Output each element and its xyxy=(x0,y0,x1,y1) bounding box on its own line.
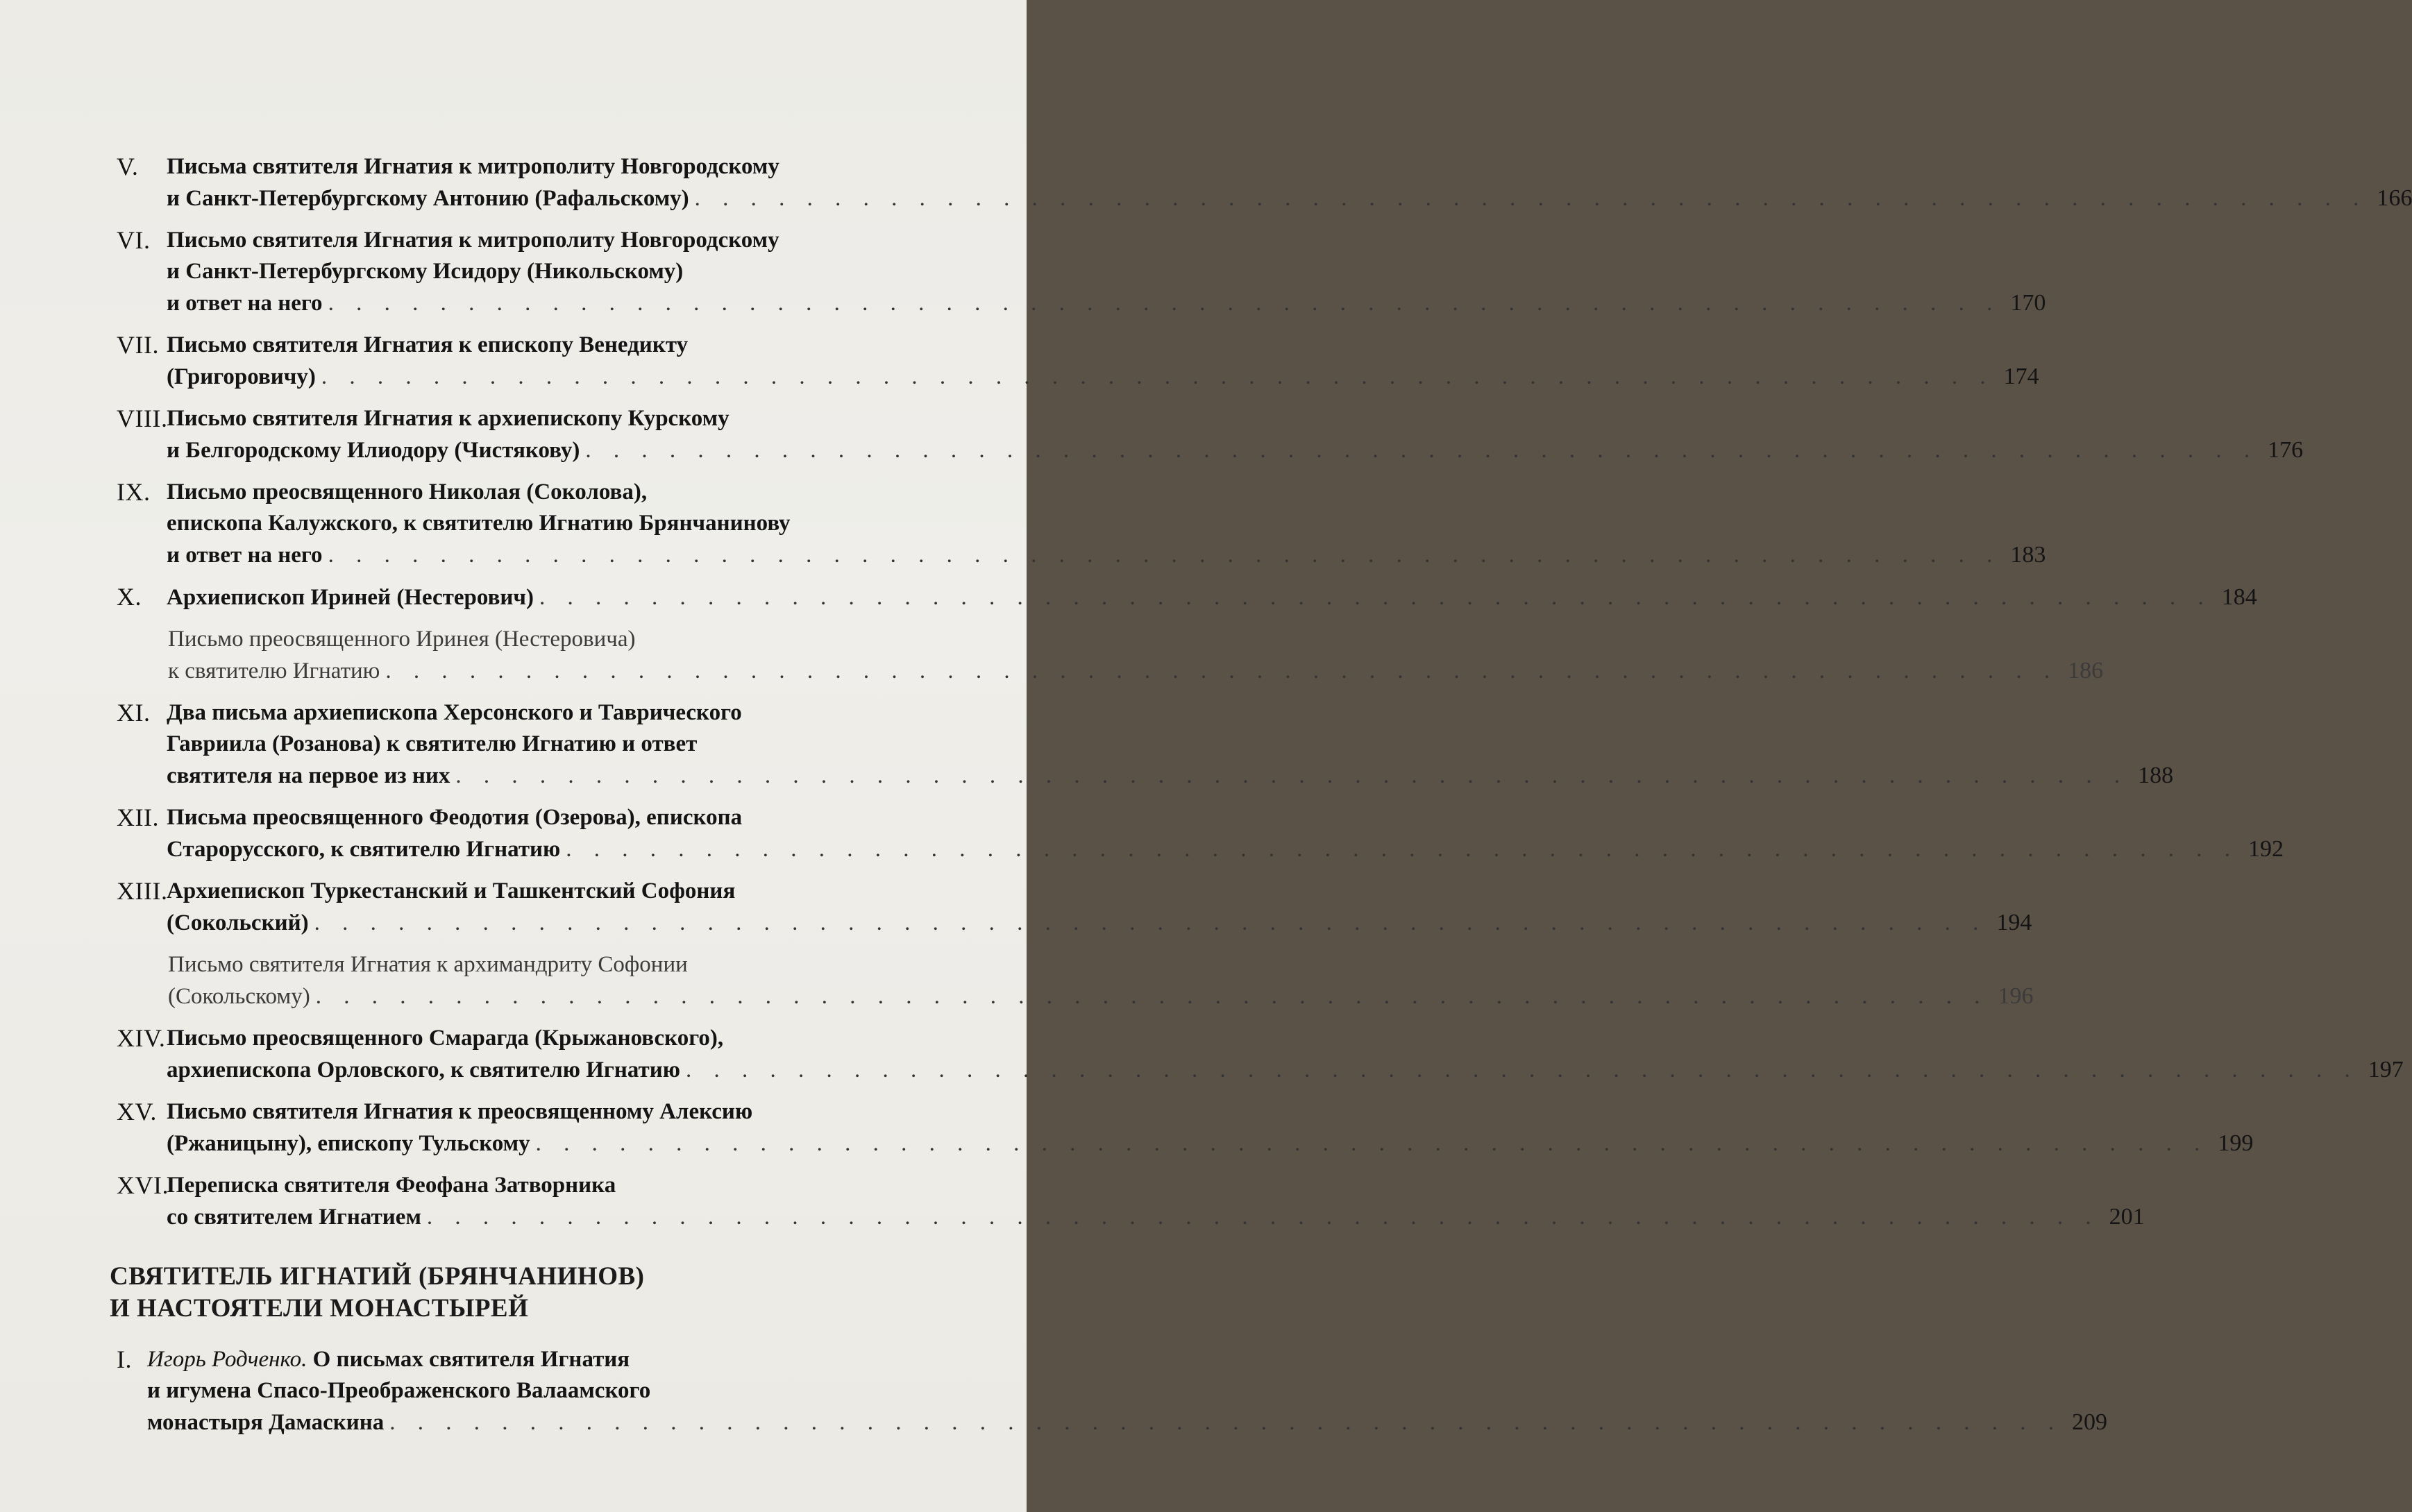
entry-title-line: и Белгородскому Илиодору (Чистякову) xyxy=(167,438,580,463)
entry-title-line: Письмо святителя Игнатия к митрополиту Новгородскому xyxy=(167,228,779,253)
entry-title-line: и ответ на него xyxy=(167,543,323,568)
entry-title-line-1: О письмах святителя Игнатия xyxy=(312,1347,630,1372)
entry-title-line: Письма святителя Игнатия к митрополиту Новгородскому xyxy=(167,154,779,179)
entry-title-line: (Ржаницыну), епископу Тульскому xyxy=(167,1131,530,1156)
entry-number: XI. xyxy=(117,699,151,727)
entry-page-number: 184 xyxy=(2221,584,2257,610)
leader-dots xyxy=(536,1128,2209,1160)
entry-page-number: 209 xyxy=(2072,1409,2108,1435)
entry-number: VI. xyxy=(117,226,151,254)
entry-title xyxy=(167,330,2039,393)
entry-title-line: Гавриила (Розанова) к святителю Игнатию и ответ xyxy=(167,731,698,756)
entry-page-number: 196 xyxy=(1998,983,2034,1009)
entry-page-number: 192 xyxy=(2248,836,2284,862)
entry-title-line: (Сокольский) xyxy=(167,910,309,935)
leader-dots xyxy=(316,981,1989,1012)
toc-subentry[interactable] xyxy=(117,949,2034,1012)
entry-title xyxy=(168,949,2033,1012)
entry-page-number: 186 xyxy=(2068,658,2104,683)
entry-page-number: 170 xyxy=(2010,290,2046,316)
leader-dots xyxy=(328,288,2001,319)
entry-title-line: Письмо преосвященного Иринея (Нестеровича) xyxy=(168,627,636,652)
entry-title-line-2: и игумена Спасо-Преображенского Валаамского xyxy=(147,1378,651,1403)
entry-title xyxy=(167,876,2032,939)
leader-dots xyxy=(314,908,1987,939)
entry-title-line: Архиепископ Ириней (Нестерович) xyxy=(167,585,534,610)
entry-number: XIV. xyxy=(117,1024,166,1052)
entry-title xyxy=(167,697,2173,792)
entry-page-number: 201 xyxy=(2109,1204,2145,1230)
entry-title-line: (Григоровичу) xyxy=(167,364,316,389)
toc-entry[interactable] xyxy=(117,1096,2254,1160)
entry-title-line: святителя на первое из них xyxy=(167,763,450,788)
entry-title xyxy=(147,1344,2107,1438)
leader-dots xyxy=(328,540,2001,571)
entry-title-line: архиепископа Орловского, к святителю Игнатию xyxy=(167,1057,681,1082)
entry-page-number: 199 xyxy=(2218,1130,2254,1156)
leader-dots xyxy=(539,582,2212,613)
entry-title xyxy=(167,225,2046,319)
toc-entry[interactable] xyxy=(117,876,2032,939)
leader-dots xyxy=(695,183,2368,214)
entry-page-number: 188 xyxy=(2138,763,2174,788)
entry-number: XV. xyxy=(117,1098,157,1125)
entry-title-line: Архиепископ Туркестанский и Ташкентский Софония xyxy=(167,878,736,903)
entry-title xyxy=(167,1023,2404,1086)
section-title-line-2: И НАСТОЯТЕЛИ МОНАСТЫРЕЙ xyxy=(110,1294,529,1323)
entry-title xyxy=(167,477,2046,571)
entry-title xyxy=(167,403,2303,466)
entry-title xyxy=(167,802,2284,865)
leader-dots xyxy=(321,362,1994,393)
leader-dots xyxy=(585,435,2258,466)
toc-entry[interactable] xyxy=(117,1170,2145,1233)
toc-subentry[interactable] xyxy=(117,624,2104,687)
toc-entry-section-1[interactable] xyxy=(117,1344,2108,1438)
leader-dots xyxy=(389,1407,2062,1438)
entry-title-line: и Санкт-Петербургскому Антонию (Рафальскому) xyxy=(167,186,689,211)
entry-number: XII. xyxy=(117,804,159,831)
entry-number: V. xyxy=(117,153,139,180)
entry-title xyxy=(168,624,2103,687)
entry-title-line: и ответ на него xyxy=(167,291,323,316)
entry-title-line: Переписка святителя Феофана Затворника xyxy=(167,1173,616,1198)
toc-entry[interactable] xyxy=(117,225,2046,319)
table-of-contents xyxy=(110,151,2412,1449)
toc-entry[interactable] xyxy=(117,581,2257,613)
leader-dots xyxy=(385,656,2058,687)
section-title-line-1: СВЯТИТЕЛЬ ИГНАТИЙ (БРЯНЧАНИНОВ) xyxy=(110,1262,645,1291)
toc-entry[interactable] xyxy=(117,330,2039,393)
entry-number: VII. xyxy=(117,331,159,359)
entry-number: XIII. xyxy=(117,877,168,905)
entry-title-line: Письмо святителя Игнатия к архиепископу Курскому xyxy=(167,406,729,431)
entry-title-line: Письмо преосвященного Николая (Соколова), xyxy=(167,479,648,504)
entry-number: IX. xyxy=(117,478,151,506)
leader-dots xyxy=(686,1055,2359,1086)
toc-entry[interactable] xyxy=(117,802,2284,865)
section-title xyxy=(110,1261,950,1325)
entry-title xyxy=(167,151,2412,214)
entry-number: X. xyxy=(117,583,142,611)
entry-number: XVI. xyxy=(117,1171,169,1199)
entry-number: VIII. xyxy=(117,405,168,432)
toc-entry[interactable] xyxy=(117,1023,2404,1086)
entry-title xyxy=(167,1096,2253,1160)
entry-page-number: 183 xyxy=(2010,542,2046,568)
entry-title-line: Старорусского, к святителю Игнатию xyxy=(167,837,561,862)
entry-page-number: 176 xyxy=(2268,437,2304,463)
entry-page-number: 197 xyxy=(2368,1057,2404,1082)
leader-dots xyxy=(427,1202,2100,1233)
entry-title-line: Письмо святителя Игнатия к епископу Венедикту xyxy=(167,332,689,357)
entry-title xyxy=(167,581,2257,613)
entry-title-line-3: монастыря Дамаскина xyxy=(147,1410,385,1435)
entry-title-line: Письма преосвященного Феодотия (Озерова), епископа xyxy=(167,805,743,830)
entry-title xyxy=(167,1170,2145,1233)
toc-entry[interactable] xyxy=(117,477,2046,571)
entry-title-line: Письмо святителя Игнатия к преосвященному Алексию xyxy=(167,1099,753,1124)
toc-entry[interactable] xyxy=(117,403,2304,466)
entry-page-number: 174 xyxy=(2003,364,2039,389)
entry-title-line: (Сокольскому) xyxy=(168,984,310,1009)
toc-entries xyxy=(117,151,2412,1233)
entry-title-line: епископа Калужского, к святителю Игнатию Брянчанинову xyxy=(167,511,791,536)
entry-author: Игорь Родченко. xyxy=(147,1347,307,1372)
entry-title-line: Два письма архиепископа Херсонского и Таврического xyxy=(167,700,742,725)
toc-entry[interactable] xyxy=(117,151,2412,214)
entry-page-number: 194 xyxy=(1996,910,2032,935)
leader-dots xyxy=(455,761,2128,792)
entry-page-number: 166 xyxy=(2377,185,2412,211)
leader-dots xyxy=(566,834,2238,865)
toc-entry[interactable] xyxy=(117,697,2174,792)
entry-title-line: Письмо святителя Игнатия к архимандриту Софонии xyxy=(168,952,688,977)
entry-title-line: Письмо преосвященного Смарагда (Крыжановского), xyxy=(167,1026,724,1051)
entry-number: I. xyxy=(117,1345,132,1373)
entry-title-line: со святителем Игнатием xyxy=(167,1205,421,1230)
entry-title-line: и Санкт-Петербургскому Исидору (Никольскому) xyxy=(167,259,684,284)
entry-title-line: к святителю Игнатию xyxy=(168,659,380,683)
